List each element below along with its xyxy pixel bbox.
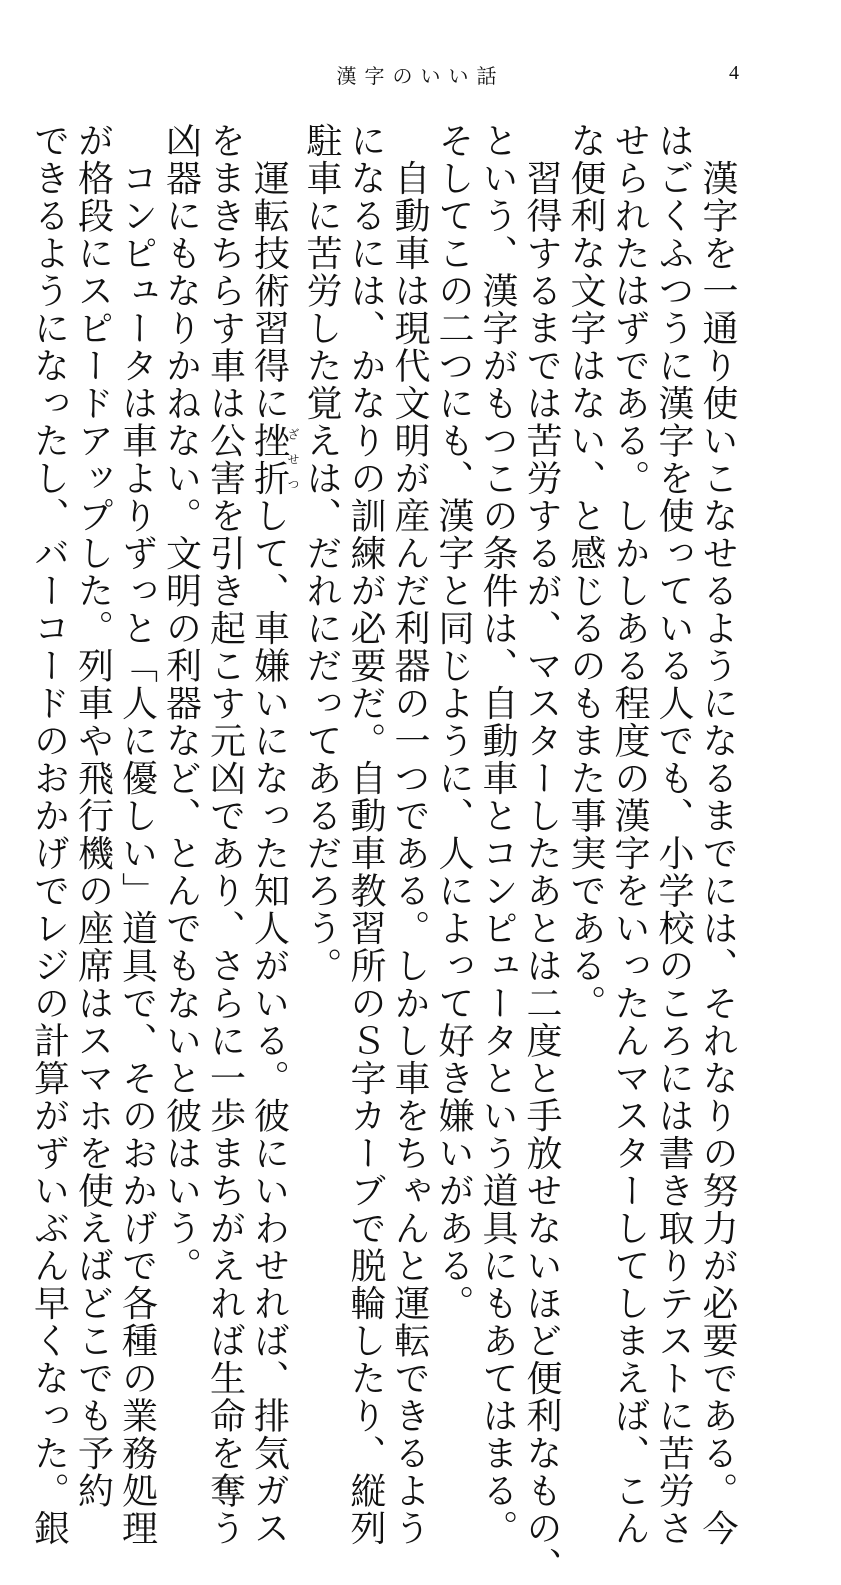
text-segment: して、車嫌いになった知人がいる。彼にいわせれば、排気ガス [248,497,290,1547]
text-line: 自動車は現代文明が産んだ利器の一つである。しかし車をちゃんと運転できるよう [389,122,430,1547]
ruby-reading: ざせつ [286,422,300,497]
text-line: 習得するまでは苦労するが、マスターしたあとは二度と手放せないほど便利なもの、 [521,122,562,1585]
text-line: そしてこの二つにも、漢字と同じように、人によって好き嫌いがある。 [433,122,474,1322]
vertical-body-text [27,122,740,1585]
page-number: 4 [729,62,739,84]
text-line: になるには、かなりの訓練が必要だ。自動車教習所のＳ字カーブで脱輪したり、縦列 [345,122,386,1547]
text-line: コンピュータは車よりずっと「人に優しい」道具で、そのおかげで各種の業務処理 [116,122,158,1547]
ruby-annotation [248,422,300,497]
text-segment: 運転技術習得に [248,122,290,422]
text-line: はごくふつうに漢字を使っている人でも、小学校のころには書き取りテストに苦労さ [653,122,694,1547]
text-line: 凶器にもなりかねない。文明の利器など、とんでもないと彼はいう。 [160,122,202,1285]
text-line: な便利な文字はない、と感じるのもまた事実である。 [565,122,606,1022]
text-line: という、漢字がもつこの条件は、自動車とコンピュータという道具にもあてはまる。 [477,122,518,1547]
text-line: 漢字を一通り使いこなせるようになるまでには、それなりの努力が必要である。今 [697,122,738,1547]
text-line: が格段にスピードアップした。列車や飛行機の座席はスマホを使えばどこでも予約 [72,122,114,1510]
text-line: をまきちらす車は公害を引き起こす元凶であり、さらに一歩まちがえれば生命を奪う [204,122,246,1547]
ruby-base: 挫折 [248,422,290,497]
text-line-with-ruby [247,122,300,1547]
text-line: 駐車に苦労した覚えは、だれにだってあるだろう。 [301,122,342,985]
text-line: せられたはずである。しかしある程度の漢字をいったんマスターしてしまえば、こん [609,122,650,1547]
text-line: できるようになったし、バーコードのおかげでレジの計算がずいぶん早くなった。銀 [28,122,70,1547]
running-header-title: 漢字のいい話 [336,64,505,88]
